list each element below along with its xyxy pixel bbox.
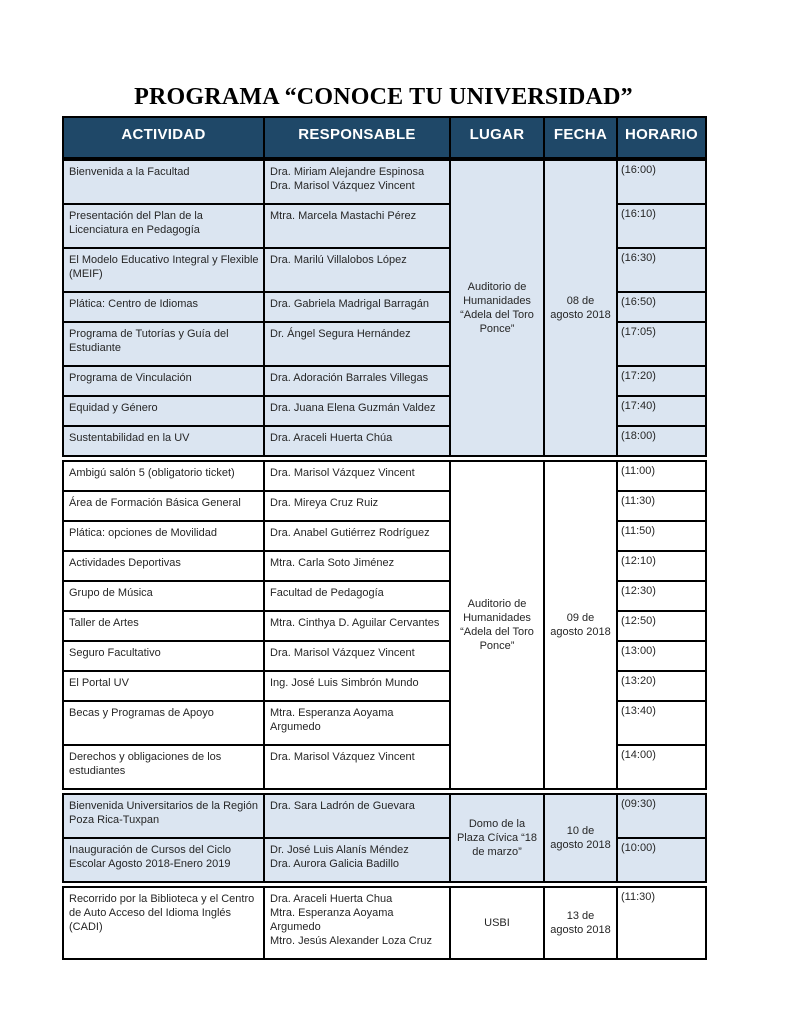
horario-cell: (16:50) [617, 292, 706, 322]
activity-cell: Derechos y obligaciones de los estudiantes [63, 745, 264, 789]
responsable-name: Dra. Anabel Gutiérrez Rodríguez [270, 527, 430, 539]
lugar-cell: Domo de la Plaza Cívica “18 de marzo” [450, 794, 544, 882]
horario-cell: (11:30) [617, 491, 706, 521]
activity-cell: Presentación del Plan de la Licenciatura en Pedagogía [63, 204, 264, 248]
responsable-cell [264, 611, 450, 641]
responsable-name: Mtra. Esperanza Aoyama Argumedo [270, 707, 394, 733]
activity-cell: Plática: Centro de Idiomas [63, 292, 264, 322]
responsable-name: Dra. Aurora Galicia Badillo [270, 858, 400, 870]
activity-cell: Programa de Vinculación [63, 366, 264, 396]
responsable-name: Dra. Marisol Vázquez Vincent [270, 647, 415, 659]
responsable-cell [264, 160, 450, 204]
responsable-cell [264, 426, 450, 456]
responsable-name: Ing. José Luis Simbrón Mundo [270, 677, 419, 689]
responsable-name: Dra. Miriam Alejandre Espinosa [270, 166, 425, 178]
activity-cell: Recorrido por la Biblioteca y el Centro de Auto Acceso del Idioma Inglés (CADI) [63, 887, 264, 959]
responsable-name: Dra. Araceli Huerta Chúa [270, 432, 393, 444]
horario-cell: (12:50) [617, 611, 706, 641]
responsable-name: Mtra. Esperanza Aoyama Argumedo [270, 907, 394, 933]
horario-cell: (10:00) [617, 838, 706, 882]
horario-cell: (18:00) [617, 426, 706, 456]
table-row [63, 794, 706, 838]
responsable-name: Dr. Ángel Segura Hernández [270, 328, 411, 340]
responsable-name: Dra. Araceli Huerta Chua [270, 893, 393, 905]
responsable-name: Dra. Marisol Vázquez Vincent [270, 467, 415, 479]
lugar-cell: Auditorio de Humanidades “Adela del Toro Ponce” [450, 160, 544, 456]
responsable-name: Dra. Marisol Vázquez Vincent [270, 180, 415, 192]
responsable-name: Mtra. Carla Soto Jiménez [270, 557, 395, 569]
horario-cell: (11:00) [617, 461, 706, 491]
horario-cell: (13:00) [617, 641, 706, 671]
fecha-cell: 10 de agosto 2018 [544, 794, 617, 882]
table-row [63, 160, 706, 204]
horario-cell: (17:40) [617, 396, 706, 426]
activity-cell: Sustentabilidad en la UV [63, 426, 264, 456]
responsable-cell [264, 838, 450, 882]
activity-cell: Ambigú salón 5 (obligatorio ticket) [63, 461, 264, 491]
column-header-horario: HORARIO [617, 117, 706, 158]
horario-cell: (09:30) [617, 794, 706, 838]
column-header-actividad: ACTIVIDAD [63, 117, 264, 158]
responsable-cell [264, 551, 450, 581]
horario-cell: (11:30) [617, 887, 706, 959]
responsable-cell [264, 491, 450, 521]
responsable-name: Dra. Juana Elena Guzmán Valdez [270, 402, 436, 414]
horario-cell: (14:00) [617, 745, 706, 789]
responsable-cell [264, 671, 450, 701]
activity-cell: El Modelo Educativo Integral y Flexible (MEIF) [63, 248, 264, 292]
header-row [63, 117, 706, 158]
responsable-cell [264, 641, 450, 671]
responsable-cell [264, 292, 450, 322]
responsable-cell [264, 248, 450, 292]
responsable-name: Dra. Gabriela Madrigal Barragán [270, 298, 429, 310]
activity-cell: Bienvenida Universitarios de la Región Poza Rica-Tuxpan [63, 794, 264, 838]
responsable-name: Dra. Marilú Villalobos López [270, 254, 407, 266]
responsable-name: Facultad de Pedagogía [270, 587, 384, 599]
table-row [63, 461, 706, 491]
responsable-cell [264, 322, 450, 366]
lugar-cell: Auditorio de Humanidades “Adela del Toro Ponce” [450, 461, 544, 789]
horario-cell: (13:40) [617, 701, 706, 745]
schedule-group [62, 159, 707, 457]
activity-cell: Área de Formación Básica General [63, 491, 264, 521]
table-groups [62, 159, 705, 960]
responsable-cell [264, 366, 450, 396]
activity-cell: Grupo de Música [63, 581, 264, 611]
responsable-name: Dra. Mireya Cruz Ruiz [270, 497, 379, 509]
activity-cell: Plática: opciones de Movilidad [63, 521, 264, 551]
column-header-responsable: RESPONSABLE [264, 117, 450, 158]
responsable-name: Dra. Sara Ladrón de Guevara [270, 800, 415, 812]
responsable-name: Dra. Adoración Barrales Villegas [270, 372, 429, 384]
responsable-cell [264, 701, 450, 745]
horario-cell: (16:30) [617, 248, 706, 292]
schedule-group [62, 460, 707, 790]
activity-cell: Actividades Deportivas [63, 551, 264, 581]
horario-cell: (13:20) [617, 671, 706, 701]
responsable-cell [264, 887, 450, 959]
fecha-cell: 13 de agosto 2018 [544, 887, 617, 959]
responsable-cell [264, 521, 450, 551]
lugar-cell: USBI [450, 887, 544, 959]
horario-cell: (12:30) [617, 581, 706, 611]
activity-cell: Programa de Tutorías y Guía del Estudiante [63, 322, 264, 366]
schedule-group [62, 886, 707, 960]
column-header-lugar: LUGAR [450, 117, 544, 158]
horario-cell: (16:10) [617, 204, 706, 248]
responsable-cell [264, 461, 450, 491]
responsable-name: Mtra. Marcela Mastachi Pérez [270, 210, 417, 222]
column-header-fecha: FECHA [544, 117, 617, 158]
fecha-cell: 08 de agosto 2018 [544, 160, 617, 456]
responsable-cell [264, 794, 450, 838]
responsable-name: Mtra. Cinthya D. Aguilar Cervantes [270, 617, 440, 629]
activity-cell: Becas y Programas de Apoyo [63, 701, 264, 745]
responsable-cell [264, 745, 450, 789]
schedule-group [62, 793, 707, 883]
activity-cell: Bienvenida a la Facultad [63, 160, 264, 204]
table-header [62, 116, 707, 159]
responsable-name: Mtro. Jesús Alexander Loza Cruz [270, 935, 433, 947]
responsable-cell [264, 204, 450, 248]
activity-cell: Equidad y Género [63, 396, 264, 426]
program-table [62, 116, 705, 960]
table-row [63, 887, 706, 959]
activity-cell: El Portal UV [63, 671, 264, 701]
fecha-cell: 09 de agosto 2018 [544, 461, 617, 789]
activity-cell: Taller de Artes [63, 611, 264, 641]
page-title: PROGRAMA “CONOCE TU UNIVERSIDAD” [134, 84, 633, 110]
responsable-cell [264, 581, 450, 611]
responsable-name: Dr. José Luis Alanís Méndez [270, 844, 409, 856]
horario-cell: (11:50) [617, 521, 706, 551]
activity-cell: Inauguración de Cursos del Ciclo Escolar Agosto 2018-Enero 2019 [63, 838, 264, 882]
responsable-name: Dra. Marisol Vázquez Vincent [270, 751, 415, 763]
horario-cell: (12:10) [617, 551, 706, 581]
activity-cell: Seguro Facultativo [63, 641, 264, 671]
horario-cell: (16:00) [617, 160, 706, 204]
responsable-cell [264, 396, 450, 426]
horario-cell: (17:05) [617, 322, 706, 366]
horario-cell: (17:20) [617, 366, 706, 396]
